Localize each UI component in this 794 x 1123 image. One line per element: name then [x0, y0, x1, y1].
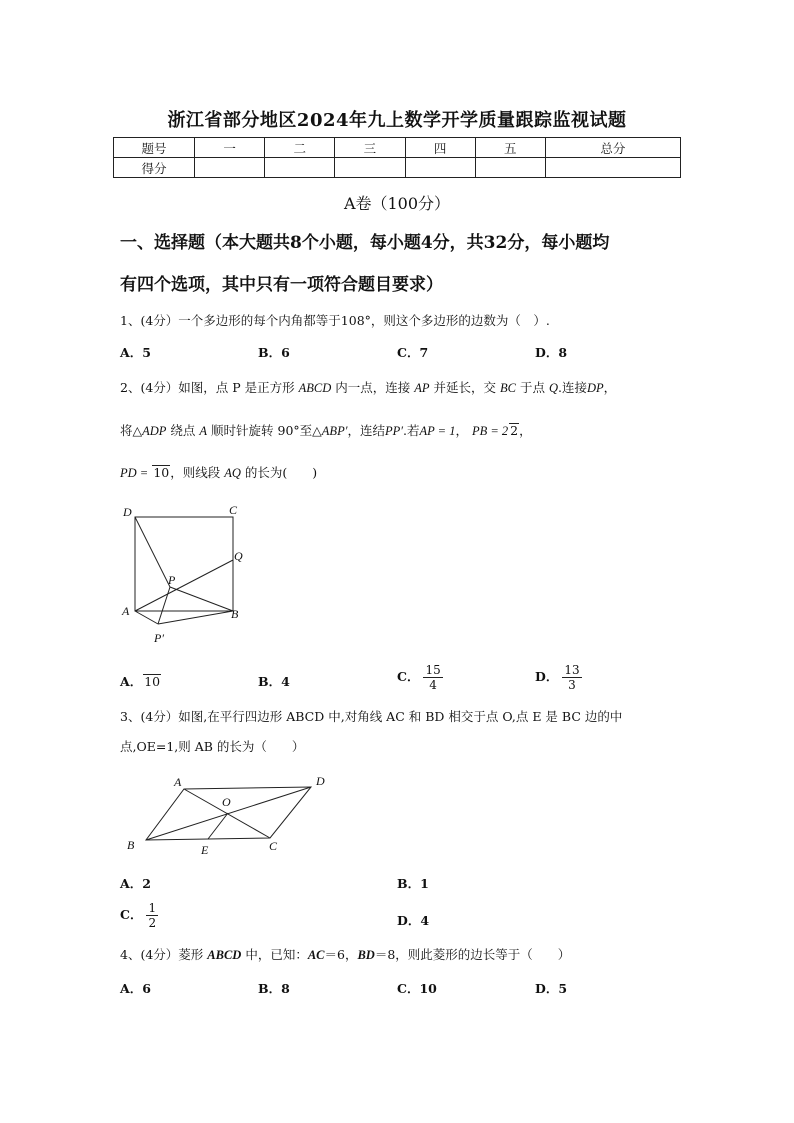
- q2-label-a: A: [122, 604, 130, 618]
- q2-figure: [118, 500, 258, 650]
- score-table-header-cell: 一: [195, 138, 265, 158]
- q3-figure: [122, 768, 337, 860]
- q1-option-c: C．7: [397, 345, 429, 360]
- q2-math: ABCD: [298, 381, 332, 395]
- volume-heading: A卷（100分）: [343, 194, 451, 213]
- q4-option-b: B．8: [258, 981, 290, 996]
- q1-option-b: B．6: [258, 345, 290, 360]
- q3-label-c: C: [269, 839, 278, 853]
- q2-math: ADP: [142, 424, 167, 438]
- q2-math: BC: [500, 381, 516, 395]
- q2-line-dp: [135, 517, 170, 587]
- q2-math: AP = 1: [419, 424, 456, 438]
- q4-text: ＝8，则此菱形的边长等于（ ）: [374, 947, 571, 962]
- q2-label-b: B: [231, 607, 239, 621]
- q4-math: BD: [357, 948, 375, 962]
- q4-option-a: A．6: [120, 981, 151, 996]
- q3-label-e: E: [201, 843, 209, 857]
- q2-option-d: [535, 663, 582, 692]
- q2-label-c: C: [229, 503, 238, 517]
- q2-text: .连接: [558, 380, 587, 395]
- q2-text: 并延长，交: [433, 380, 497, 395]
- q2-sqrt: 2: [510, 423, 519, 438]
- fraction-numerator: 15: [425, 663, 441, 677]
- q2-text: .若: [402, 423, 420, 438]
- q2-math: DP: [587, 381, 604, 395]
- q2-text: 内一点，连接: [335, 380, 411, 395]
- question-2-line1: [120, 378, 616, 398]
- score-table-header-row: [114, 138, 681, 158]
- score-table-header-cell: 二: [265, 138, 335, 158]
- q3-label-a: A: [174, 775, 182, 789]
- q2-option-a-value: 10: [144, 674, 161, 689]
- q3-label-d: D: [316, 774, 325, 788]
- q2-sqrt: 10: [153, 465, 170, 480]
- q2-label-q: Q: [234, 549, 243, 563]
- q1-option-a: A．5: [120, 345, 151, 360]
- q2-line-pp2: [158, 587, 170, 624]
- section-heading-line1: 一、选择题（本大题共8个小题，每小题4分，共32分，每小题均: [120, 233, 610, 253]
- page-title: 浙江省部分地区2024年九上数学开学质量跟踪监视试题: [167, 110, 627, 131]
- q2-option-c: [397, 663, 443, 692]
- q2-math: PP′: [384, 424, 403, 438]
- question-3-line2: 点,OE=1,则 AB 的长为（ ）: [120, 739, 305, 754]
- score-table-header-cell: 总分: [545, 138, 680, 158]
- q3-label-b: B: [127, 838, 135, 852]
- q2-math: PD =: [120, 466, 152, 480]
- fraction-numerator: 13: [564, 663, 580, 677]
- q2-math: AQ: [224, 466, 241, 480]
- q4-text: ＝6，: [324, 947, 358, 962]
- q3-option-c-label: C．: [120, 907, 143, 922]
- q2-text: 2、(4分）如图，点 P 是正方形: [120, 380, 295, 395]
- q2-line-pb: [170, 587, 233, 611]
- q3-option-c-fraction: [146, 901, 158, 930]
- q2-math: PB = 2: [471, 424, 509, 438]
- q2-math: ABP′: [321, 424, 348, 438]
- score-row-label: 得分: [114, 158, 195, 178]
- q2-text: 的长为( ): [244, 465, 318, 480]
- q2-line-aq: [135, 560, 233, 611]
- q2-math: AP: [414, 381, 430, 395]
- q2-text: 将△: [120, 423, 143, 438]
- q2-text: ，连结: [347, 423, 385, 438]
- score-table-header-cell: 题号: [114, 138, 195, 158]
- q2-label-d: D: [123, 505, 132, 519]
- score-cell: [335, 158, 405, 178]
- q4-math: ABCD: [207, 948, 242, 962]
- q2-line-p2b: [158, 611, 233, 624]
- q2-text: ，: [519, 423, 532, 438]
- section-heading-line2: 有四个选项，其中只有一项符合题目要求）: [120, 275, 443, 295]
- q2-text: ，则线段: [170, 465, 221, 480]
- question-4-text: [120, 945, 570, 965]
- q2-text: ，: [455, 423, 468, 438]
- q2-option-d-label: D．: [535, 669, 559, 684]
- q3-label-o: O: [222, 795, 231, 809]
- question-3-line1: 3、(4分）如图,在平行四边形 ABCD 中,对角线 AC 和 BD 相交于点 O,点 E 是 BC 边的中: [120, 709, 623, 724]
- score-cell: [265, 158, 335, 178]
- q1-option-d: D．8: [535, 345, 568, 360]
- q2-text: 于点: [519, 380, 545, 395]
- fraction-denominator: 3: [568, 678, 576, 692]
- q4-option-d: D．5: [535, 981, 568, 996]
- q2-text: 绕点: [170, 423, 196, 438]
- score-table-score-row: [114, 158, 681, 178]
- question-2-line3: [120, 463, 317, 483]
- score-table-header-cell: 五: [475, 138, 545, 158]
- q3-option-a: A．2: [120, 876, 151, 891]
- q2-option-b: B．4: [258, 674, 290, 689]
- q2-math: Q: [548, 381, 559, 395]
- fraction-numerator: 1: [148, 901, 157, 915]
- q2-option-a: [120, 672, 161, 690]
- score-cell: [545, 158, 680, 178]
- q4-text: 4、(4分）菱形: [120, 947, 204, 962]
- q2-square: [135, 517, 233, 611]
- score-table-header-cell: 三: [335, 138, 405, 158]
- score-cell: [475, 158, 545, 178]
- q2-label-p-prime: P′: [154, 631, 164, 645]
- q3-option-b: B．1: [397, 876, 429, 891]
- score-cell: [405, 158, 475, 178]
- q2-option-a-label: A．: [120, 674, 143, 689]
- q2-option-c-fraction: [423, 663, 442, 692]
- question-2-line2: [120, 421, 532, 441]
- q2-label-p: P: [168, 573, 176, 587]
- q4-math: AC: [307, 948, 325, 962]
- q2-line-ap2: [135, 611, 158, 624]
- q3-option-d: D．4: [397, 913, 430, 928]
- q2-text: ，: [603, 380, 617, 395]
- question-1-text: 1、(4分）一个多边形的每个内角都等于108°，则这个多边形的边数为（ ）.: [120, 313, 550, 328]
- q4-text: 中，已知：: [245, 947, 308, 962]
- q2-text: 顺时针旋转 90°至△: [211, 423, 322, 438]
- q2-option-d-fraction: [562, 663, 581, 692]
- score-cell: [195, 158, 265, 178]
- q4-option-c: C．10: [397, 981, 437, 996]
- score-table: [113, 137, 681, 178]
- score-table-header-cell: 四: [405, 138, 475, 158]
- q2-option-c-label: C．: [397, 669, 420, 684]
- fraction-denominator: 4: [429, 678, 437, 692]
- q2-math: A: [199, 424, 208, 438]
- q3-option-c: [120, 901, 158, 930]
- fraction-denominator: 2: [148, 916, 157, 930]
